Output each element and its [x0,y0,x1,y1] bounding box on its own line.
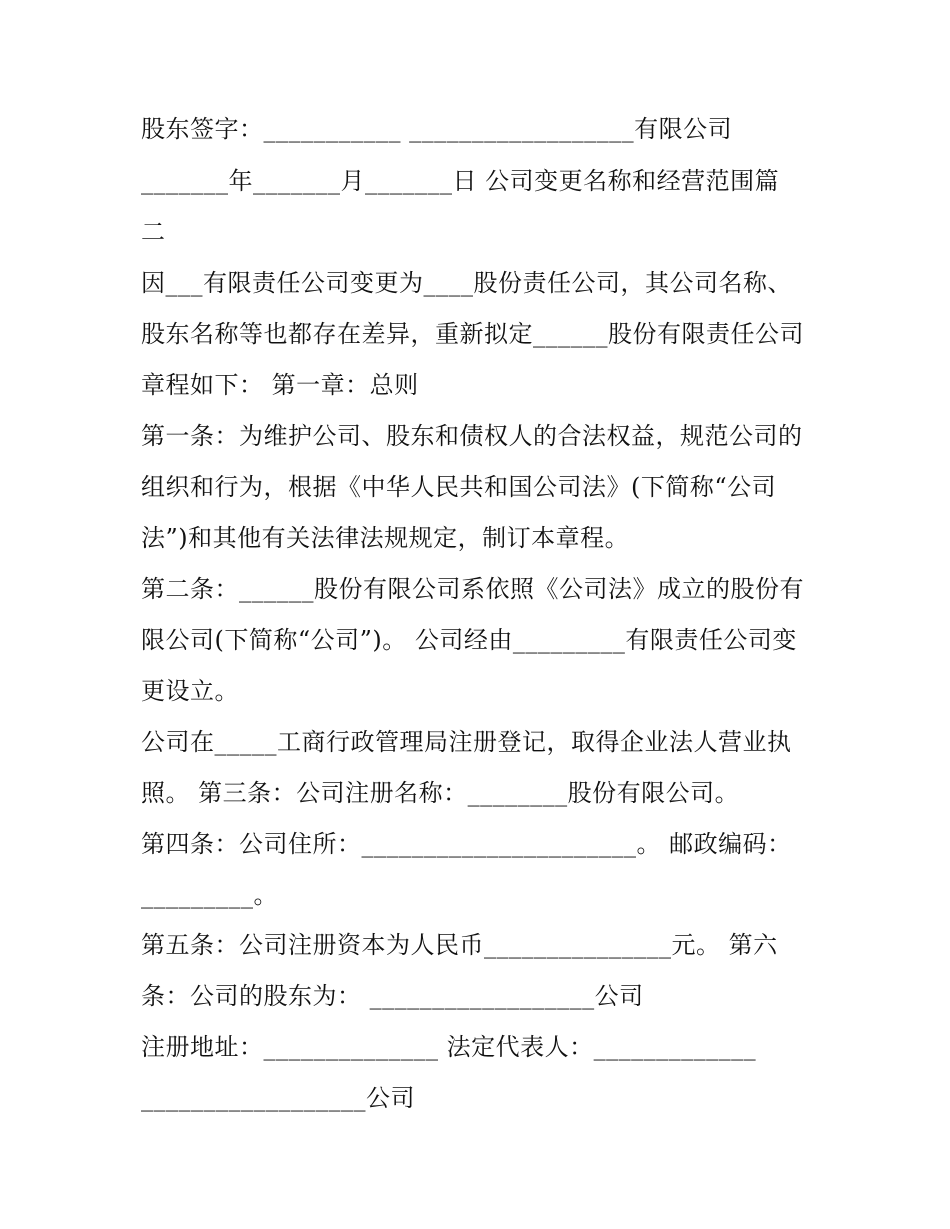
text-line-shareholder-signature: 股东签字：___________ __________________有限公司 [141,115,733,143]
text-line-registration: 公司在_____工商行政管理局注册登记，取得企业法人营业执 [141,728,792,756]
text-line-article-two-a: 第二条：______股份有限公司系依照《公司法》成立的股份有 [141,575,804,603]
text-line-name-difference: 股东名称等也都存在差异，重新拟定______股份有限责任公司 [141,320,804,348]
text-line-article-six: 条：公司的股东为： __________________公司 [141,982,644,1010]
text-line-company: __________________公司 [141,1084,415,1112]
text-line-part-two: 二 [141,218,166,246]
text-line-article-three: 照。 第三条：公司注册名称：________股份有限公司。 [141,779,740,807]
text-line-article-one-c: 法”)和其他有关法律法规规定，制订本章程。 [141,524,630,552]
text-line-article-one-b: 组织和行为，根据《中华人民共和国公司法》(下简称“公司 [141,473,777,501]
text-line-article-two-b: 限公司(下简称“公司”)。 公司经由_________有限责任公司变 [141,626,797,654]
text-line-company-change: 因___有限责任公司变更为____股份责任公司，其公司名称、 [141,269,792,297]
text-line-article-five: 第五条：公司注册资本为人民币_______________元。 第六 [141,931,778,959]
text-line-article-two-c: 更设立。 [141,677,239,705]
text-line-postal-code: _________。 [141,881,278,909]
text-line-address-representative: 注册地址：______________ 法定代表人：_____________ [141,1033,757,1061]
text-line-article-one-a: 第一条：为维护公司、股东和债权人的合法权益，规范公司的 [141,422,803,450]
text-line-chapter-one: 章程如下： 第一章：总则 [141,371,419,399]
text-line-date-title: _______年_______月_______日 公司变更名称和经营范围篇 [141,167,780,195]
text-line-article-four: 第四条：公司住所：______________________。 邮政编码： [141,830,792,858]
